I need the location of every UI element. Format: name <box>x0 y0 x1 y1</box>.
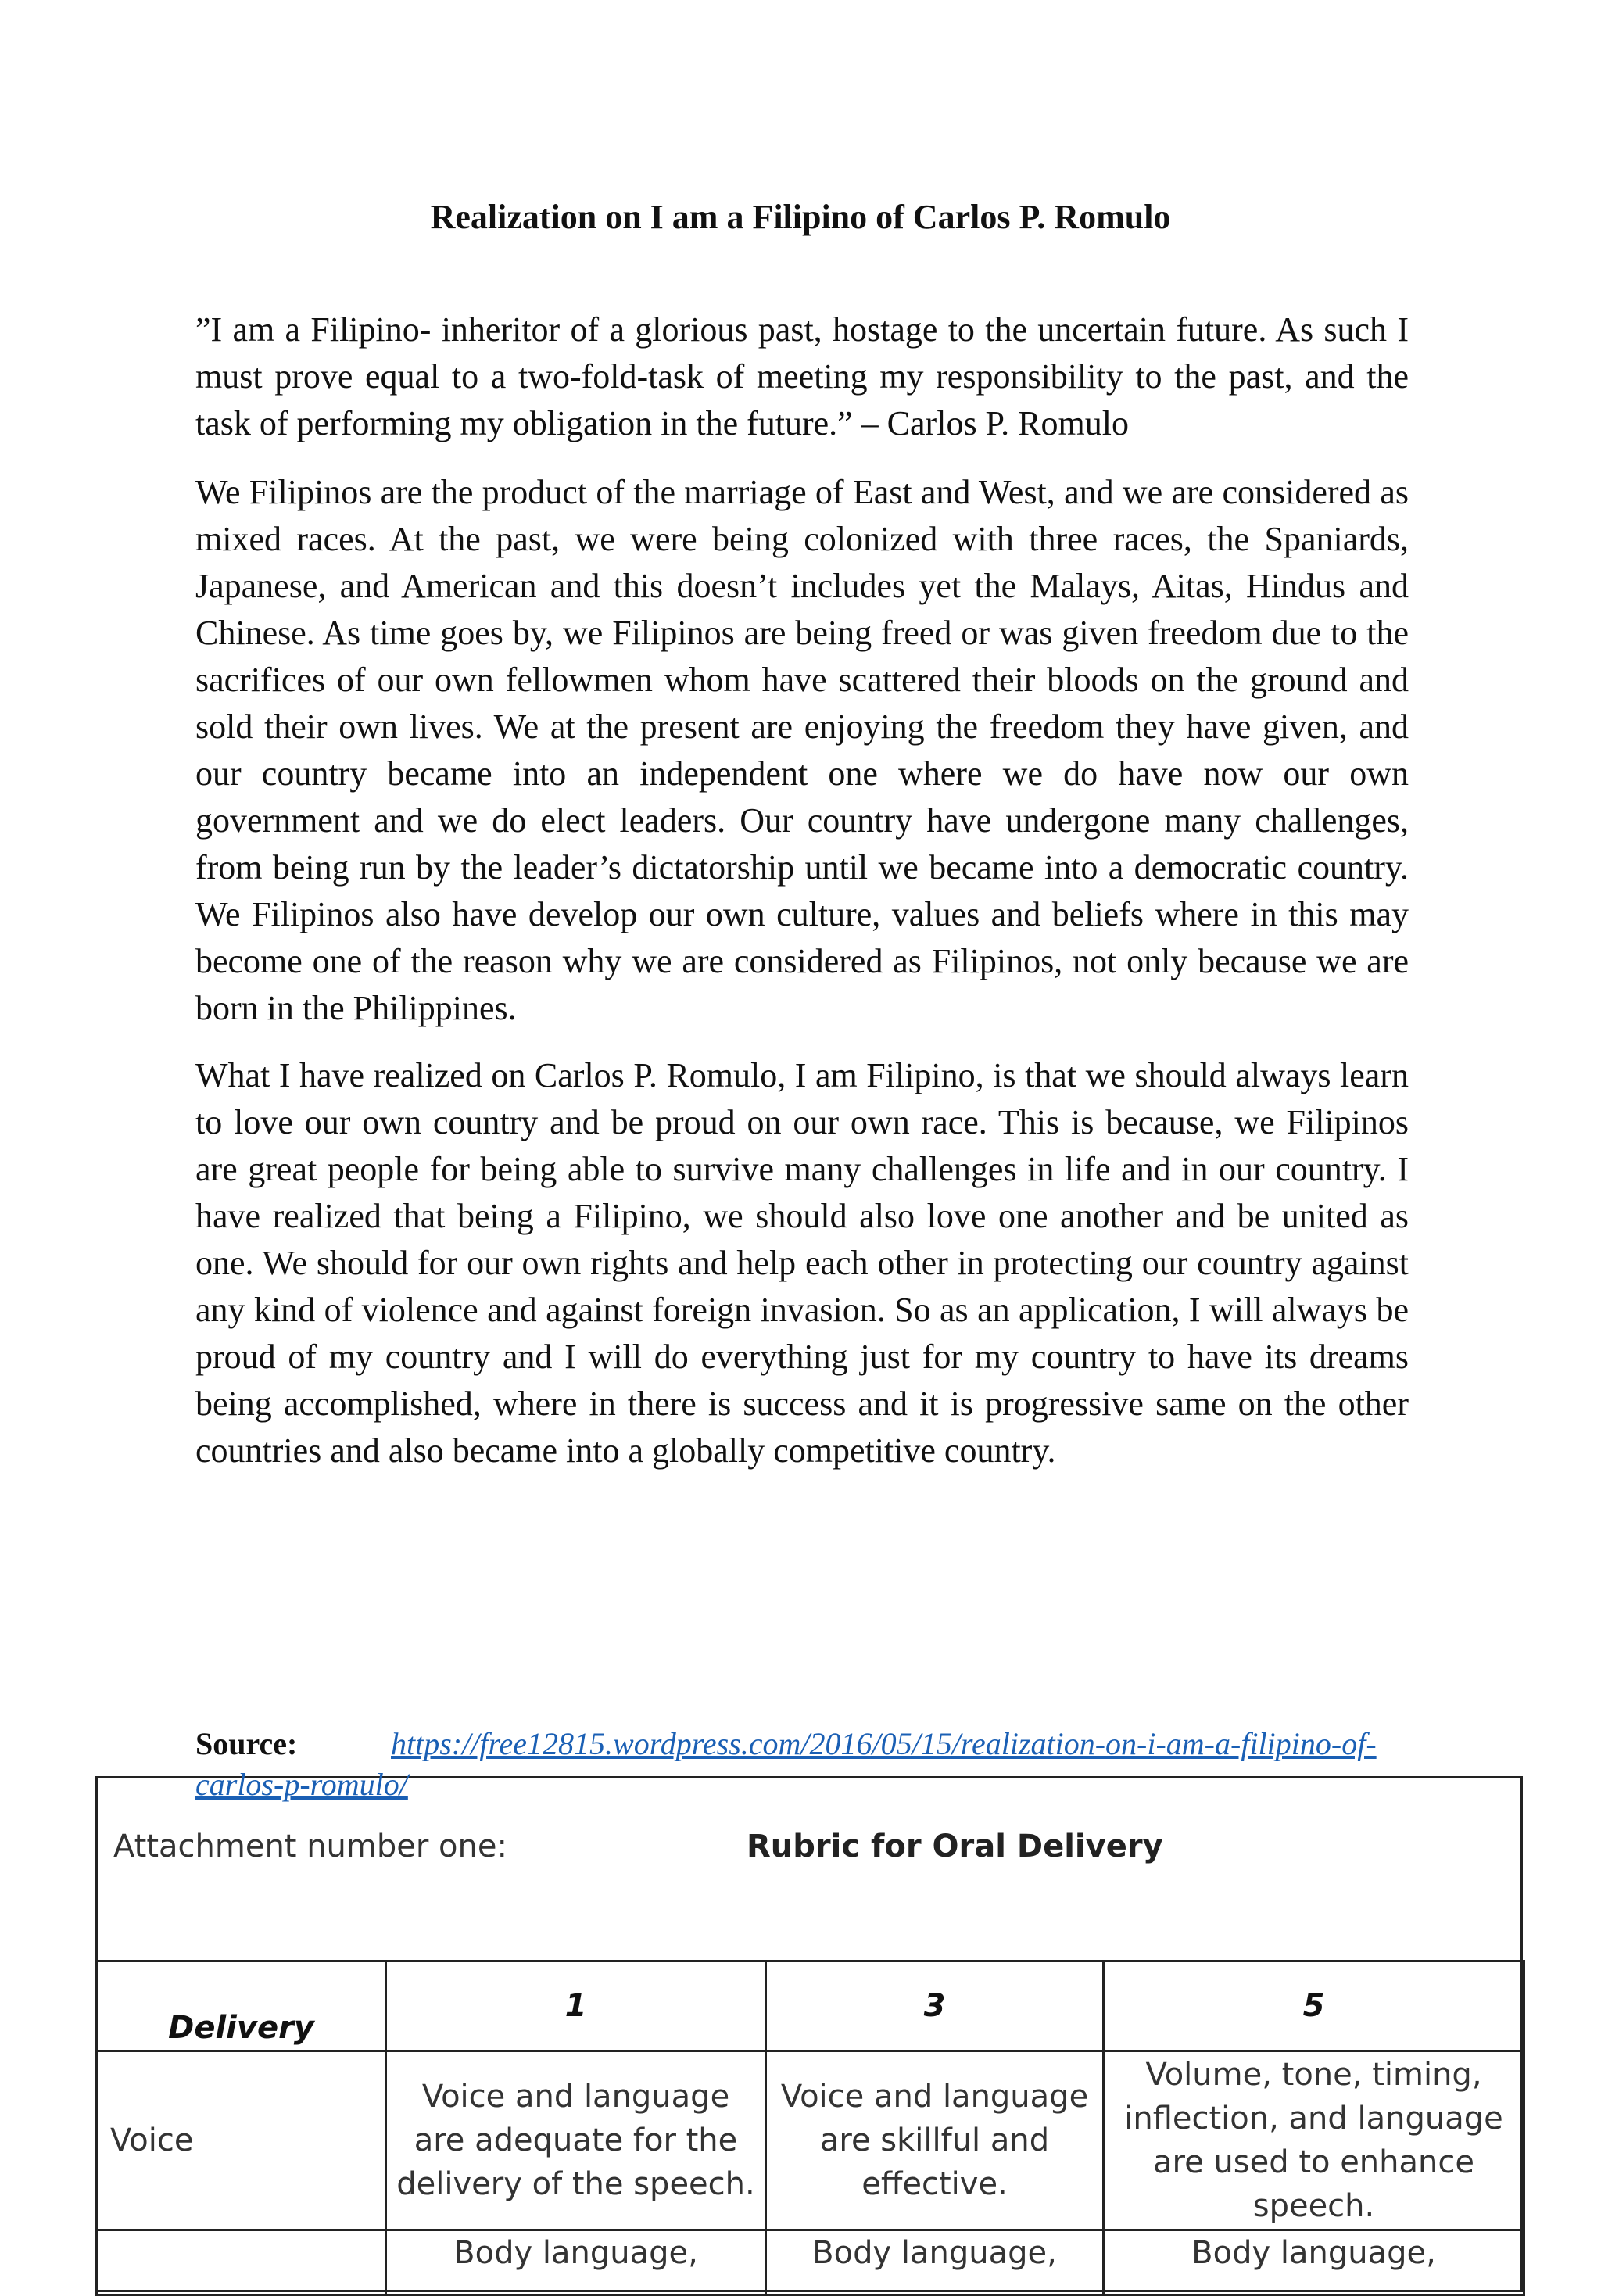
source-citation <box>195 1724 1409 1805</box>
header-score-5: 5 <box>1104 1961 1524 2051</box>
history-paragraph: We Filipinos are the product of the marriage of East and West, and we are considered as mixed races. At the past, we were being colonized with three races, the Spaniards, Japanese, and American and this doesn’t includes yet the Malays, Aitas, Hindus and Chinese. As time goes by, we Filipinos are being freed or was given freedom due to the sacrifices of our own fellowmen whom have scattered their bloods on the ground and sold their own lives. We at the present are enjoying the freedom they have given, and our country became into an independent one where we do have now our own government and we do elect leaders. Our country have undergone many challenges, from being run by the leader’s dictatorship until we became into a democratic country. We Filipinos also have develop our own culture, values and beliefs where in this may become one of the reason why we are considered as Filipinos, not only because we are born in the Philippines. <box>195 473 1409 1027</box>
criterion-voice: Voice <box>97 2051 386 2230</box>
source-link[interactable]: https://free12815.wordpress.com/2016/05/15/realization-on-i-am-a-filipino-of-carlos-p-romulo/ <box>195 1726 1377 1802</box>
header-score-1: 1 <box>386 1961 766 2051</box>
rubric-attachment <box>95 1776 1523 2292</box>
rubric-header-row <box>97 1961 1524 2051</box>
rubric-title: Rubric for Oral Delivery <box>747 1829 1163 1864</box>
voice-score-5: Volume, tone, timing, inflection, and language are used to enhance speech. <box>1104 2051 1524 2230</box>
body-score-5: Body language, <box>1104 2230 1524 2295</box>
quote-paragraph: ”I am a Filipino- inheritor of a glorious past, hostage to the uncertain future. As such I must prove equal to a two-fold-task of meeting my responsibility to the past, and the task of performing my obligation in the future.” – Carlos P. Romulo <box>195 310 1409 442</box>
body-score-3: Body language, <box>766 2230 1104 2295</box>
rubric-row-voice <box>97 2051 1524 2230</box>
document-title: Realization on I am a Filipino of Carlos P. Romulo <box>430 198 1171 236</box>
header-score-3: 3 <box>766 1961 1104 2051</box>
header-delivery: Delivery <box>97 1961 386 2051</box>
voice-score-3: Voice and language are skillful and effective. <box>766 2051 1104 2230</box>
rubric-row-body-language <box>97 2230 1524 2295</box>
attachment-label: Attachment number one: <box>113 1829 507 1864</box>
source-label: Source: <box>195 1726 298 1761</box>
criterion-body-language <box>97 2230 386 2295</box>
rubric-table <box>95 1960 1525 2296</box>
body-score-1: Body language, <box>386 2230 766 2295</box>
realization-paragraph: What I have realized on Carlos P. Romulo, I am Filipino, is that we should always learn to love our own country and be proud on our own race. This is because, we Filipinos are great people for being able to survive many challenges in life and in our country. I have realized that being a Filipino, we should also love one another and be united as one. We should for our own rights and help each other in protecting our country against any kind of violence and against foreign invasion. So as an application, I will always be proud of my country and I will do everything just for my country to have its dreams being accomplished, where in there is success and it is progressive same on the other countries and also became into a globally competitive country. <box>195 1056 1409 1470</box>
voice-score-1: Voice and language are adequate for the delivery of the speech. <box>386 2051 766 2230</box>
